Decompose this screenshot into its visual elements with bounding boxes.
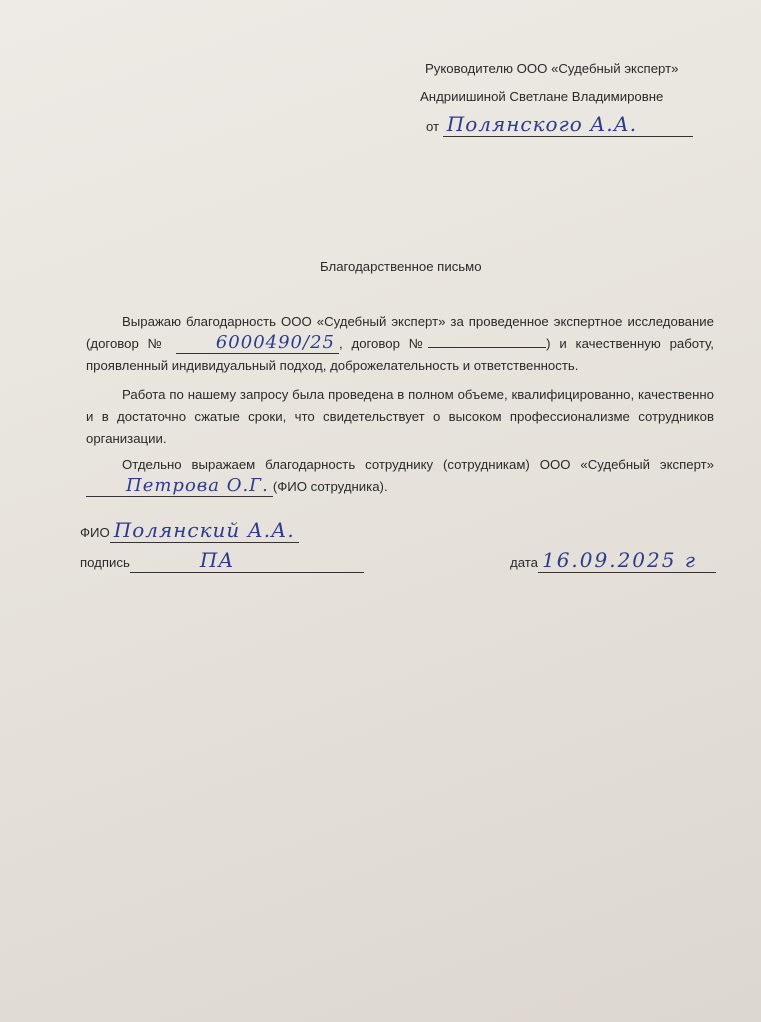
date-handwritten: 16.09.2025 г [541,548,697,572]
from-handwritten: Полянского А.А. [446,112,638,136]
fio-field [110,520,299,543]
fio-row [80,520,299,546]
employee-field [86,477,273,497]
paragraph-employee [86,454,714,498]
date-label: дата [510,555,538,570]
contract-number-1: 6000490/25 [215,332,335,353]
signature-label: подпись [80,555,130,570]
date-row [510,550,716,576]
signature-row [80,550,364,576]
paragraph-1-text-b: ) и качественную работу, проявленный [86,336,714,373]
recipient-line-2: Андриишиной Светлане Владимировне [420,89,664,104]
paragraph-3-text: Отдельно выражаем благодарность сотруднику (сотрудникам) ООО «Судебный эксперт» [122,457,714,472]
from-row [426,114,693,140]
contract-label-2: , договор № [338,336,429,351]
employee-handwritten: Петрова О.Г. [126,475,269,496]
signature-field [130,550,364,573]
paragraph-1-text-c: индивидуальный подход, доброжелательность и ответственность. [171,358,579,373]
date-field [538,550,716,573]
from-label: от [426,119,440,134]
paragraph-1-text-a: Выражаю благодарность ООО «Судебный эксперт» за проведенное экспертное исследование [122,314,714,329]
fio-label: ФИО [80,525,110,540]
fio-handwritten: Полянский А.А. [113,518,295,542]
paragraph-gratitude [86,311,714,377]
contract-field-1 [176,334,339,354]
from-field [443,114,693,137]
page-title: Благодарственное письмо [320,259,482,274]
contract-field-2 [428,347,546,348]
employee-label: (ФИО сотрудника). [272,479,388,494]
recipient-line-1: Руководителю ООО «Судебный эксперт» [425,61,679,76]
paragraph-quality: Работа по нашему запросу была проведена в полном объеме, квалифицированно, качественно и в достаточно сжатые сроки, что свидетельствует о высоком профессионализме сотрудников организации. [86,387,714,446]
signature-handwritten: ПА [199,548,235,572]
contract-label-1: (договор № [86,336,167,351]
